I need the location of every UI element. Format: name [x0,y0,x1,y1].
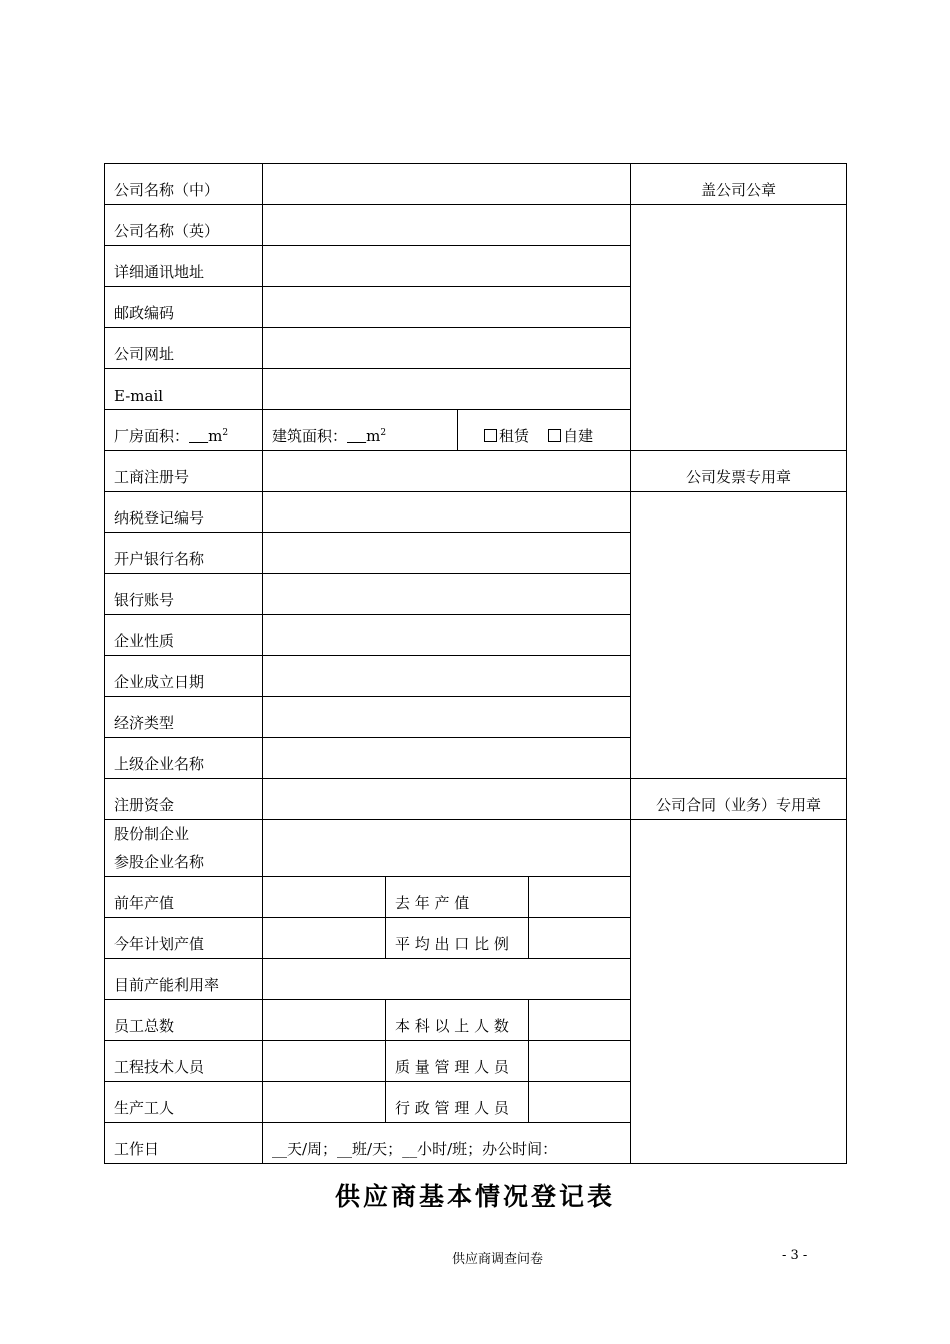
field-postcode[interactable] [263,287,631,328]
rent-label: 租赁 [499,427,530,445]
label-address: 详细通讯地址 [105,246,263,287]
label-bank-account: 银行账号 [105,574,263,615]
plant-area-unit-sup: 2 [222,428,229,438]
field-name-cn[interactable] [263,164,631,205]
footer-doc-name: 供应商调查问卷 [452,1252,544,1267]
label-postcode: 邮政编码 [105,287,263,328]
plant-area-cell[interactable] [105,410,263,451]
plant-area-label: 厂房面积： [114,427,190,445]
field-capacity-util[interactable] [263,959,631,1000]
label-parent: 上级企业名称 [105,738,263,779]
label-name-cn: 公司名称（中） [105,164,263,205]
label-bachelor-up: 本 科 以 上 人 数 [386,1000,529,1041]
field-founded[interactable] [263,656,631,697]
label-nature: 企业性质 [105,615,263,656]
stamp-company-area [631,205,847,451]
field-staff-total[interactable] [263,1000,386,1041]
field-workers[interactable] [263,1082,386,1123]
build-area-cell[interactable] [263,410,458,451]
label-website: 公司网址 [105,328,263,369]
build-area-unit-sup: 2 [380,428,387,438]
label-bank-name: 开户银行名称 [105,533,263,574]
field-address[interactable] [263,246,631,287]
field-stock-company[interactable] [263,820,631,877]
field-nature[interactable] [263,615,631,656]
field-email[interactable] [263,369,631,410]
rent-checkbox[interactable] [484,429,497,442]
stock-label-line2: 参股企业名称 [114,853,205,871]
label-capital: 注册资金 [105,779,263,820]
build-area-label: 建筑面积： [272,427,348,445]
label-founded: 企业成立日期 [105,656,263,697]
self-built-checkbox[interactable] [548,429,561,442]
ownership-cell [458,410,631,451]
field-bank-account[interactable] [263,574,631,615]
field-website[interactable] [263,328,631,369]
label-engineers: 工程技术人员 [105,1041,263,1082]
label-email: E-mail [105,369,263,410]
label-export-ratio: 平 均 出 口 比 例 [386,918,529,959]
document-title: 供应商基本情况登记表 [334,1182,615,1211]
stamp-invoice-area [631,492,847,779]
field-output-prev2[interactable] [263,877,386,918]
field-output-plan[interactable] [263,918,386,959]
label-capacity-util: 目前产能利用率 [105,959,263,1000]
label-output-prev2: 前年产值 [105,877,263,918]
label-tax-no: 纳税登记编号 [105,492,263,533]
field-admin-staff[interactable] [529,1082,631,1123]
label-output-last: 去 年 产 值 [386,877,529,918]
field-engineers[interactable] [263,1041,386,1082]
label-name-en: 公司名称（英） [105,205,263,246]
field-capital[interactable] [263,779,631,820]
stock-label-line1: 股份制企业 [114,825,190,843]
field-registration-no[interactable] [263,451,631,492]
field-output-last[interactable] [529,877,631,918]
field-quality-staff[interactable] [529,1041,631,1082]
plant-area-unit: m [208,427,223,445]
field-name-en[interactable] [263,205,631,246]
field-parent[interactable] [263,738,631,779]
stamp-invoice-label: 公司发票专用章 [631,451,847,492]
footer-page-number: - 3 - [782,1248,808,1263]
self-built-label: 自建 [563,427,594,445]
plant-area-blank[interactable] [189,427,208,445]
label-registration-no: 工商注册号 [105,451,263,492]
field-export-ratio[interactable] [529,918,631,959]
stamp-contract-area [631,820,847,1164]
label-staff-total: 员工总数 [105,1000,263,1041]
field-economy-type[interactable] [263,697,631,738]
field-bank-name[interactable] [263,533,631,574]
field-workday[interactable]: __天/周；__班/天；__小时/班；办公时间： [263,1123,631,1164]
label-admin-staff: 行 政 管 理 人 员 [386,1082,529,1123]
stamp-company-label: 盖公司公章 [631,164,847,205]
label-workers: 生产工人 [105,1082,263,1123]
field-tax-no[interactable] [263,492,631,533]
stamp-contract-label: 公司合同（业务）专用章 [631,779,847,820]
label-quality-staff: 质 量 管 理 人 员 [386,1041,529,1082]
label-workday: 工作日 [105,1123,263,1164]
field-bachelor-up[interactable] [529,1000,631,1041]
build-area-unit: m [366,427,381,445]
label-stock-company [105,820,263,877]
label-output-plan: 今年计划产值 [105,918,263,959]
label-economy-type: 经济类型 [105,697,263,738]
build-area-blank[interactable] [347,427,366,445]
supplier-registration-table [104,163,847,1164]
